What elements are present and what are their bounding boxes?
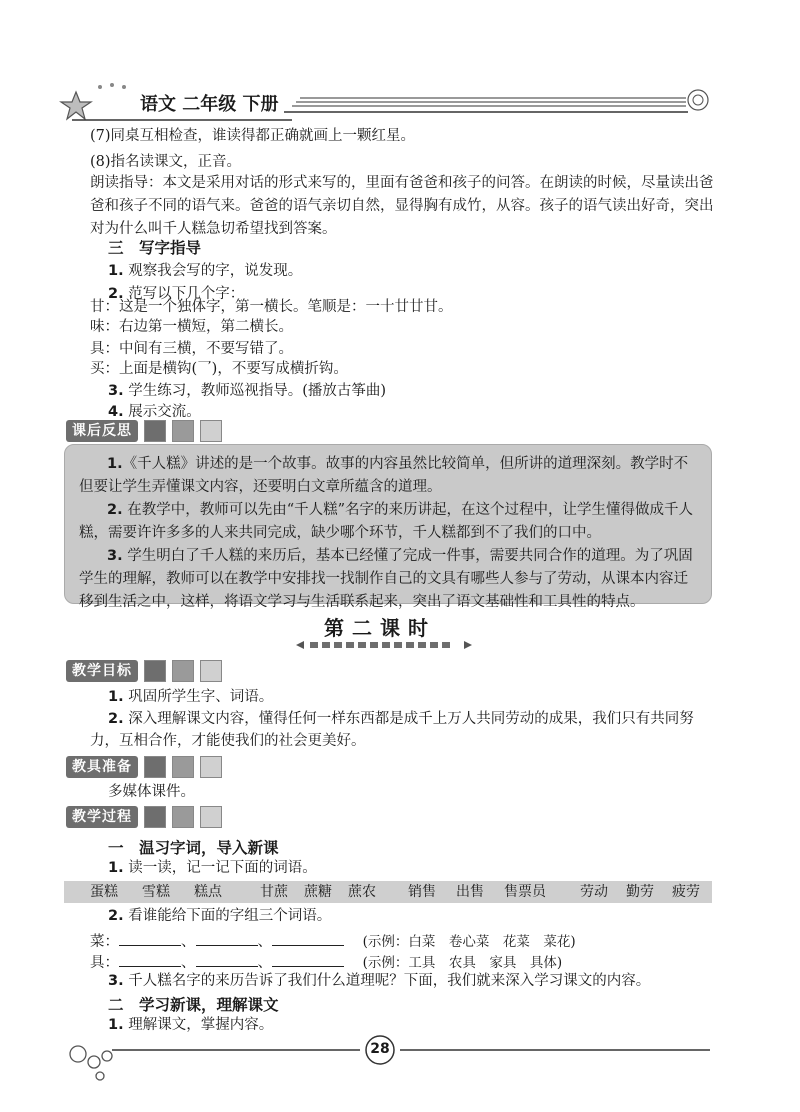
answer-blank[interactable] bbox=[196, 931, 258, 946]
tools-text: 多媒体课件。 bbox=[108, 784, 195, 800]
word: 疲劳 bbox=[672, 884, 700, 900]
word: 蛋糕 bbox=[90, 884, 118, 900]
writing-item-2: 2. 范写以下几个字： bbox=[108, 286, 245, 302]
answer-blank[interactable] bbox=[119, 931, 181, 946]
reflection-box bbox=[64, 444, 712, 610]
reading-guide: 朗读指导：本文是采用对话的形式来写的，里面有爸爸和孩子的问答。在朗读的时候，尽量读出爸爸和孩子不同的语气来。爸爸的语气亲切自然，显得胸有成竹，从容。孩子的语气读出好奇，突出对为什么叫千人糕急切希望找到答案。 bbox=[90, 175, 714, 237]
word: 糕点 bbox=[194, 884, 222, 900]
exercise-cai: 菜： 、 、 (示例：白菜 卷心菜 花菜 菜花) bbox=[90, 931, 576, 951]
answer-blank[interactable] bbox=[272, 931, 344, 946]
header-title: 语文 二年级 下册 bbox=[140, 94, 279, 115]
goals-label: 教学目标 bbox=[66, 660, 222, 682]
char-gan: 甘：这是一个独体字，第一横长。笔顺是：一十廿廿甘。 bbox=[90, 299, 453, 315]
word: 出售 bbox=[456, 884, 484, 900]
process-label: 教学过程 bbox=[66, 806, 222, 828]
char-ju: 具：中间有三横，不要写错了。 bbox=[90, 341, 293, 357]
word: 甘蔗 bbox=[260, 884, 288, 900]
title-underline bbox=[296, 640, 472, 650]
word-band bbox=[64, 881, 712, 903]
page-number: 28 bbox=[370, 1041, 390, 1057]
step-7: (7)同桌互相检查，谁读得都正确就画上一颗红星。 bbox=[90, 128, 416, 144]
word: 售票员 bbox=[504, 884, 546, 900]
review-item-2: 2. 看谁能给下面的字组三个词语。 bbox=[108, 908, 332, 924]
writing-item-1: 1. 观察我会写的字，说发现。 bbox=[108, 263, 303, 279]
newlesson-item-1: 1. 理解课文，掌握内容。 bbox=[108, 1017, 274, 1033]
answer-blank[interactable] bbox=[119, 952, 181, 967]
goal-1: 1. 巩固所学生字、词语。 bbox=[108, 689, 274, 705]
goal-2: 2. 深入理解课文内容，懂得任何一样东西都是成千上万人共同劳动的成果，我们只有共同努力，互相合作，才能使我们的社会更美好。 bbox=[90, 711, 694, 749]
bubble-icon bbox=[70, 1046, 86, 1062]
writing-item-3: 3. 学生练习，教师巡视指导。(播放古筝曲) bbox=[108, 383, 387, 399]
exercise-ju: 具： 、 、 (示例：工具 农具 家具 具体) bbox=[90, 952, 562, 972]
word: 勤劳 bbox=[626, 884, 654, 900]
section-heading-review: 一 温习字词，导入新课 bbox=[108, 839, 279, 857]
section-heading-writing: 三 写字指导 bbox=[108, 239, 202, 257]
star-icon bbox=[61, 92, 91, 119]
step-8: (8)指名读课文，正音。 bbox=[90, 154, 242, 170]
reflection-p2: 2. 在教学中，教师可以先由“千人糕”名字的来历讲起，在这个过程中，让学生懂得做成千人糕，需要许许多多的人来共同完成，缺少哪个环节，千人糕都到不了我们的口中。 bbox=[79, 502, 694, 541]
char-mai: 买：上面是横钩(乛)，不要写成横折钩。 bbox=[90, 361, 348, 377]
answer-blank[interactable] bbox=[196, 952, 258, 967]
word: 劳动 bbox=[580, 884, 608, 900]
spiral-icon bbox=[688, 90, 708, 110]
reflection-p3: 3. 学生明白了千人糕的来历后，基本已经懂了完成一件事，需要共同合作的道理。为了巩固学生的理解，教师可以在教学中安排找一找制作自己的文具有哪些人参与了劳动，从课本内容迁移到生活之中，这样，将语文学习与生活联系起来，突出了语文基础性和工具性的特点。 bbox=[79, 548, 693, 610]
word: 雪糕 bbox=[142, 884, 170, 900]
writing-item-4: 4. 展示交流。 bbox=[108, 404, 201, 420]
word: 销售 bbox=[408, 884, 436, 900]
char-wei: 味：右边第一横短，第二横长。 bbox=[90, 319, 293, 335]
word: 蔗糖 bbox=[304, 884, 332, 900]
word: 蔗农 bbox=[348, 884, 376, 900]
tools-label: 教具准备 bbox=[66, 756, 222, 778]
review-item-3: 3. 千人糕名字的来历告诉了我们什么道理呢？下面，我们就来深入学习课文的内容。 bbox=[108, 973, 651, 989]
answer-blank[interactable] bbox=[272, 952, 344, 967]
review-item-1: 1. 读一读，记一记下面的词语。 bbox=[108, 860, 317, 876]
reflection-label: 课后反思 bbox=[66, 420, 222, 442]
lesson-title: 第二课时 bbox=[324, 616, 436, 640]
section-heading-newlesson: 二 学习新课，理解课文 bbox=[108, 996, 279, 1014]
reflection-p1: 1.《千人糕》讲述的是一个故事。故事的内容虽然比较简单，但所讲的道理深刻。教学时不但要让学生弄懂课文内容，还要明白文章所蕴含的道理。 bbox=[79, 456, 689, 495]
